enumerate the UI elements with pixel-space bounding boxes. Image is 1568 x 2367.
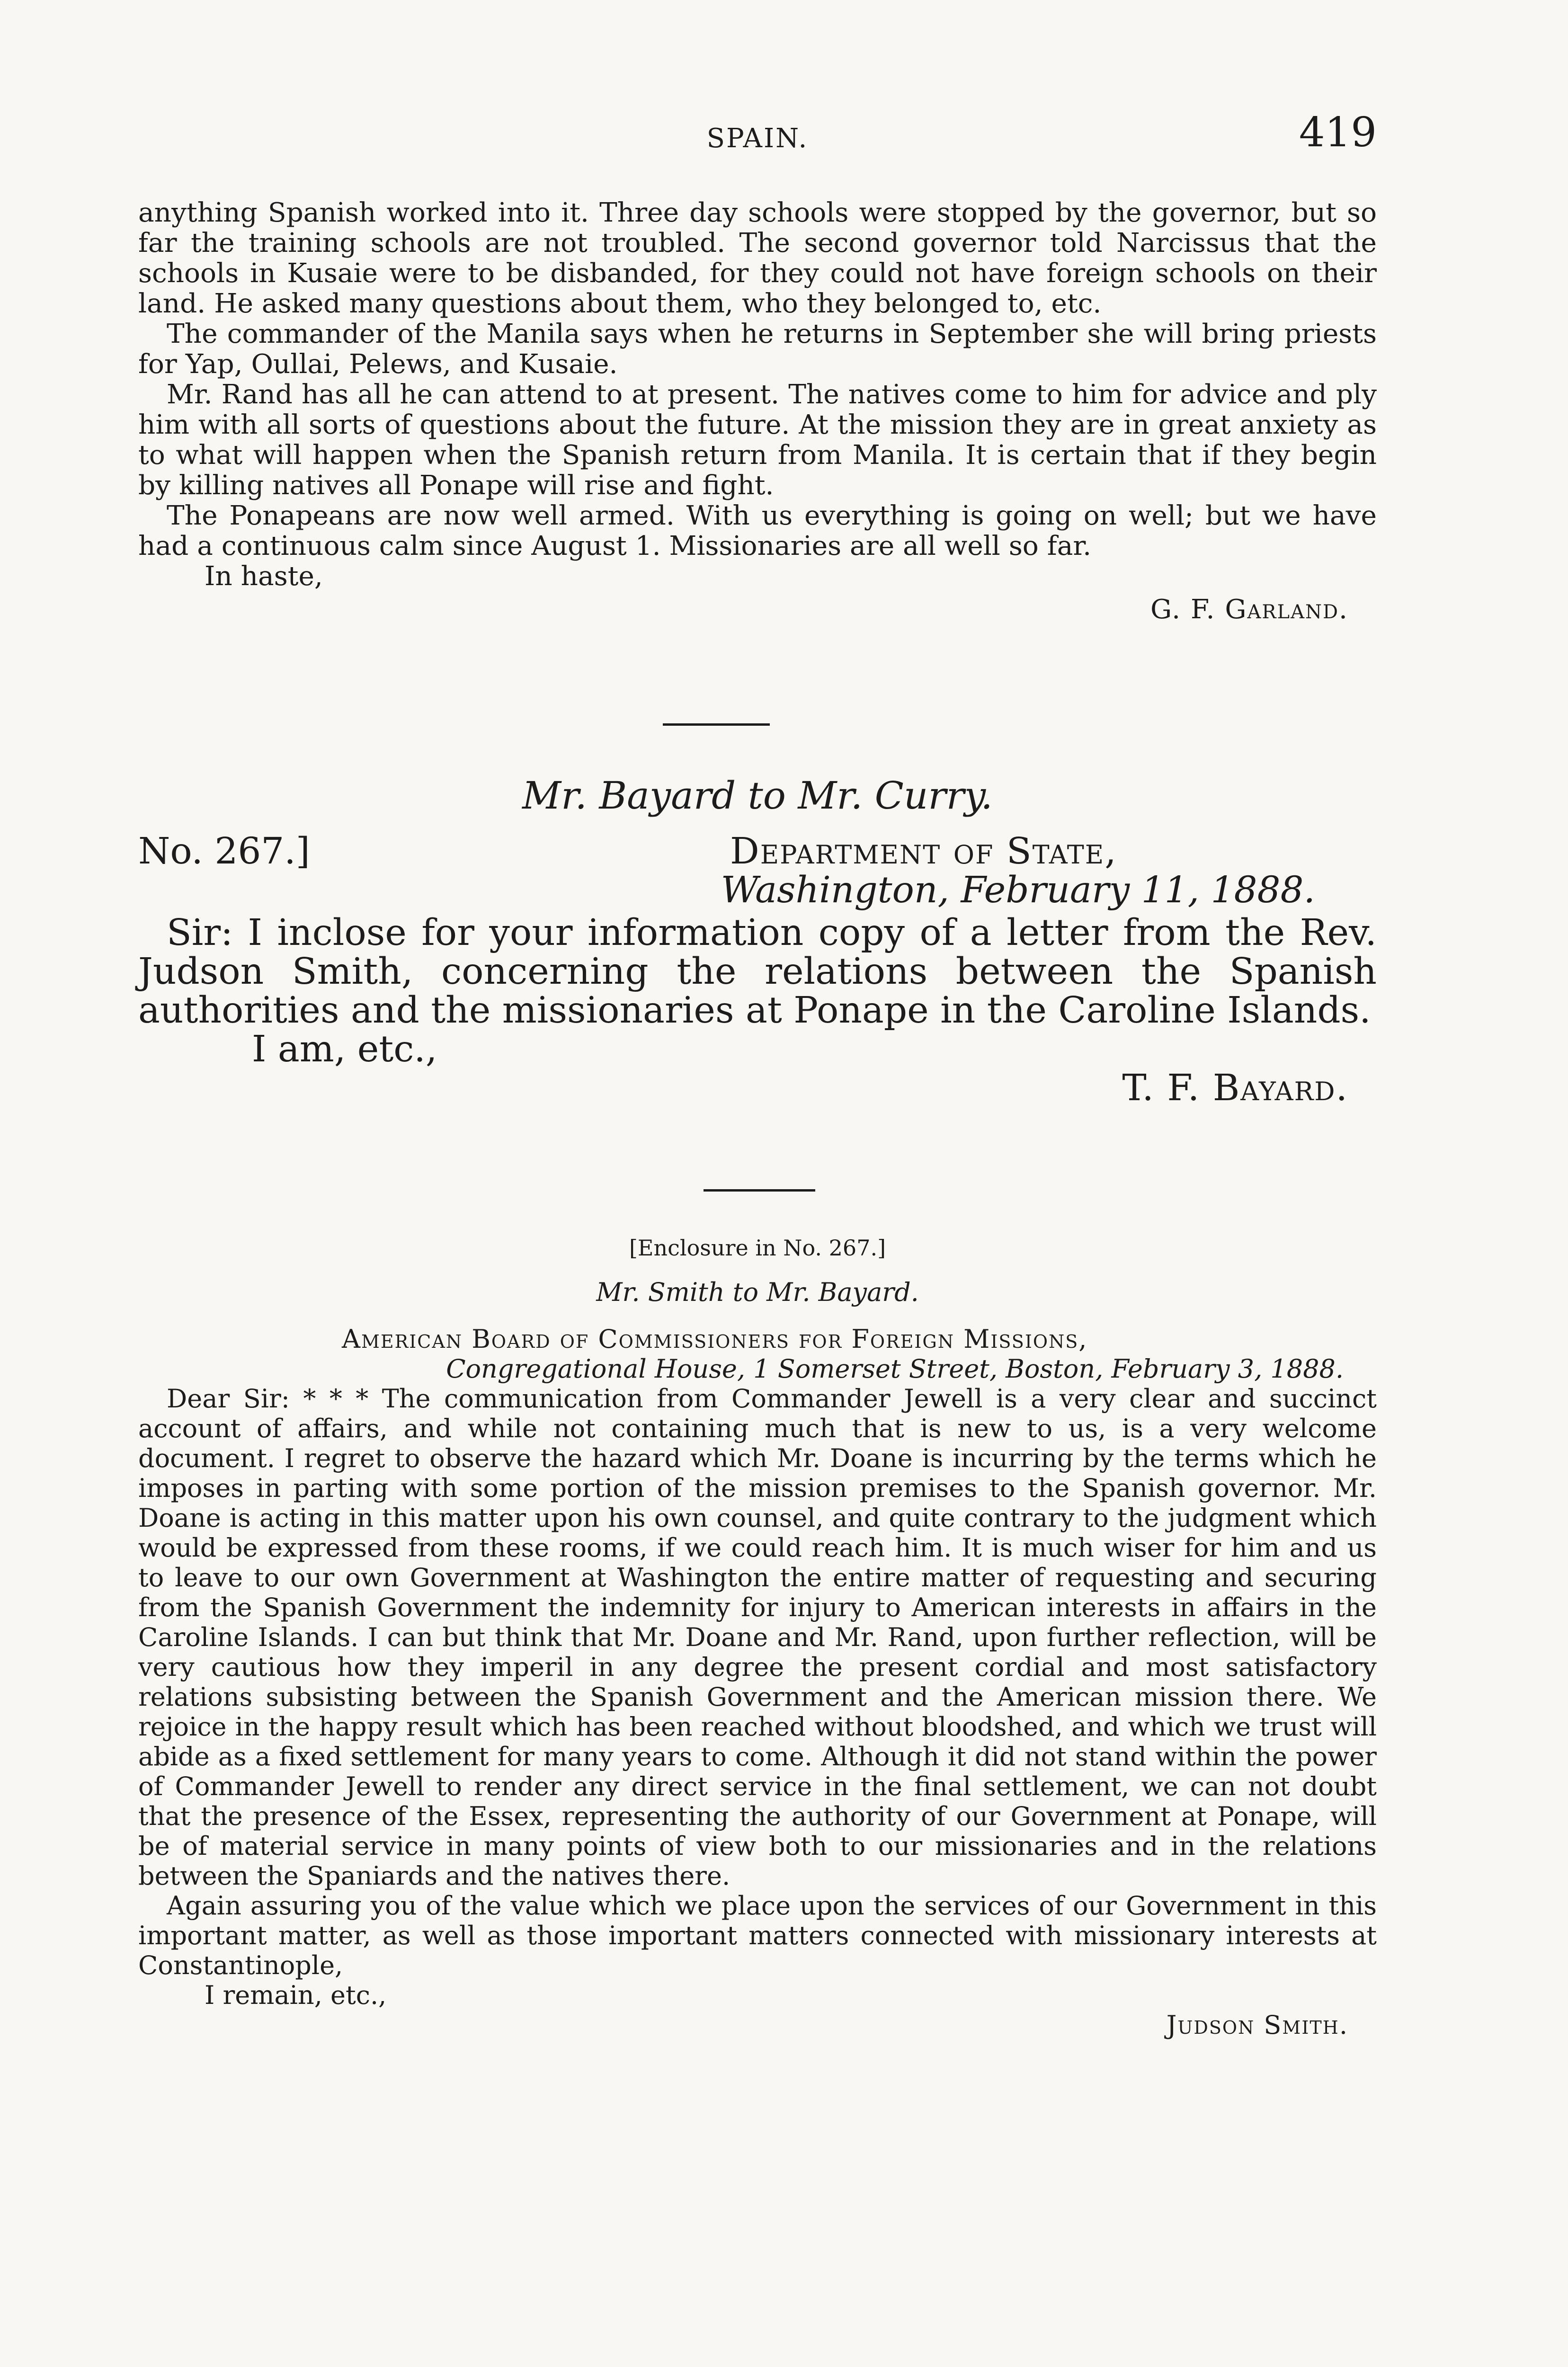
running-head: SPAIN. [706,123,809,154]
letter-heading-row [138,832,1377,871]
letter-paragraph: The Ponapeans are now well armed. With us everything is going on well; but we have had a continuous calm since August 1. Missionaries are all well so far. [138,500,1377,561]
enclosure-paragraph: Again assuring you of the value which we place upon the services of our Government in this important matter, as well as those important matters connected with missionary interests at Constantinople, [138,1891,1377,1980]
enclosure-label: [Enclosure in No. 267.] [629,1235,886,1261]
page-header [138,109,1377,166]
letter-closing: In haste, [205,561,323,592]
bayard-letter [138,776,1377,1108]
dateline: Washington, February 11, 1888. [721,869,1315,911]
letter-paragraph: Mr. Rand has all he can attend to at present. The natives come to him for advice and ply him with all sorts of questions about the future. At the mission they are in great anxiety as to what will happen when the Spanish return from Manila. It is certain that if they begin by killing natives all Ponape will rise and fight. [138,379,1377,501]
dispatch-number: No. 267.] [138,830,310,872]
enclosure-paragraph: Dear Sir: * * * The communication from Commander Jewell is a very clear and succinct account of affairs, and while not containing much that is new to us, is a very welcome document. I regret to observe the hazard which Mr. Doane is incurring by the terms which he imposes in parting with some portion of the mission premises to the Spanish governor. Mr. Doane is acting in this matter upon his own counsel, and quite contrary to the judgment which would be expressed from these rooms, if we could reach him. It is much wiser for him and us to leave to our own Government at Washington the entire matter of requesting and securing from the Spanish Government the indemnity for injury to American interests in affairs in the Caroline Islands. I can but think that Mr. Doane and Mr. Rand, upon further reflection, will be very cautious how they imperil in any degree the present cordial and most satisfactory relations subsisting between the Spanish Government and the American mission there. We rejoice in the happy result which has been reached without bloodshed, and which we trust will abide as a fixed settlement for many years to come. Although it did not stand within the power of Commander Jewell to render any direct service in the final settlement, we can not doubt that the presence of the Essex, representing the authority of our Government at Ponape, will be of material service in many points of view both to our missionaries and in the relations between the Spaniards and the natives there. [138,1384,1377,1891]
garland-letter [138,198,1377,625]
letter-body: Sir: I inclose for your information copy of a letter from the Rev. Judson Smith, concerning the relations between the Spanish authorities and the missionaries at Ponape in the Caroline Islands. [138,912,1377,1032]
letter-signature: T. F. Bayard. [1122,1067,1348,1109]
enclosure-closing: I remain, etc., [205,1980,387,2010]
letter-paragraph: The commander of the Manila says when he returns in September she will bring priests for Yap, Oullai, Pelews, and Kusaie. [138,319,1377,380]
department-name: Department of State, [730,830,1117,872]
enclosure-title: Mr. Smith to Mr. Bayard. [596,1277,919,1307]
enclosure-signature: Judson Smith. [1166,2010,1348,2040]
organization-address: Congregational House, 1 Somerset Street, Boston, February 3, 1888. [446,1354,1344,1384]
page-number: 419 [1299,109,1377,156]
letter-closing: I am, etc., [252,1028,437,1070]
letter-signature: G. F. Garland. [1150,594,1348,625]
letter-title: Mr. Bayard to Mr. Curry. [522,774,993,818]
section-divider [704,1189,815,1192]
organization-name: American Board of Commissioners for Foreign Missions, [342,1324,1088,1354]
letter-paragraph: anything Spanish worked into it. Three day schools were stopped by the governor, but so far the training schools are not troubled. The second governor told Narcissus that the schools in Kusaie were to be disbanded, for they could not have foreign schools on their land. He asked many questions about them, who they belonged to, etc. [138,197,1377,319]
section-divider [663,723,770,726]
enclosure [138,1233,1377,2040]
